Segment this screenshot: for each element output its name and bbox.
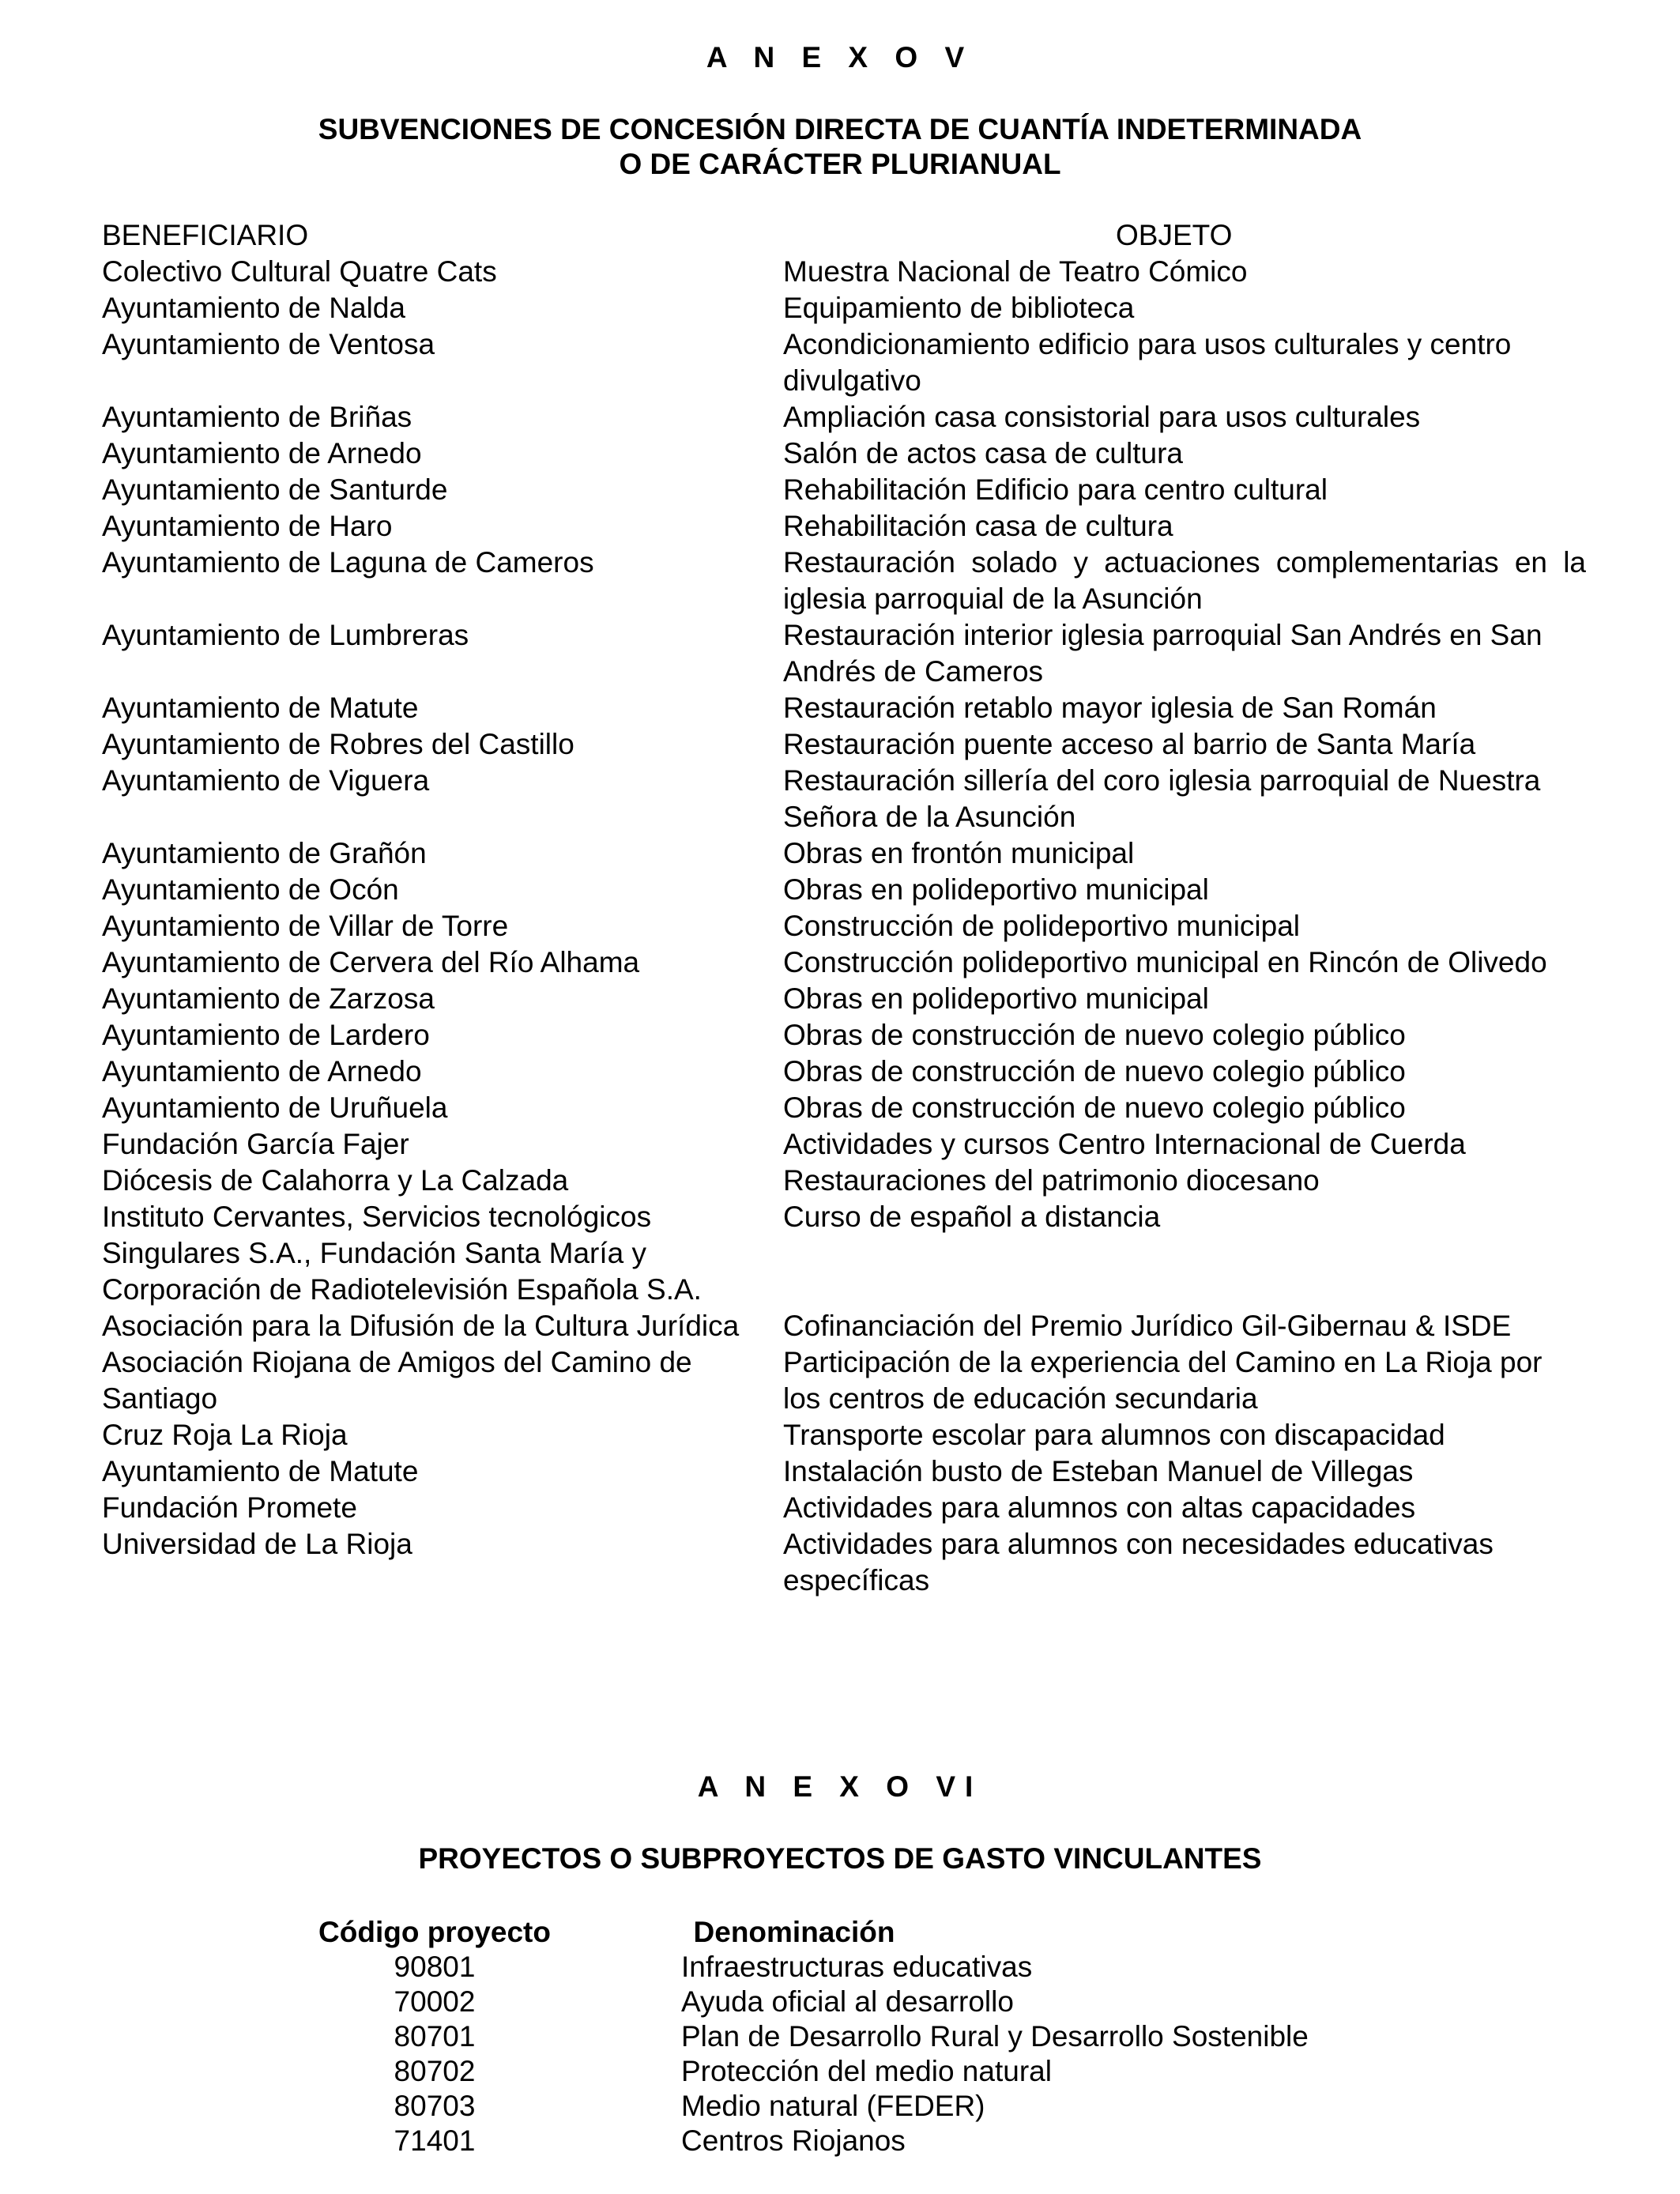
object-column-header: OBJETO (1116, 219, 1233, 251)
object-cell: Restauración solado y actuaciones complementarias en la iglesia parroquial de la Asunción (783, 546, 1586, 615)
table-row (292, 2089, 1478, 2124)
table-row (102, 981, 1588, 1017)
table-row (102, 872, 1588, 908)
beneficiary-cell: Cruz Roja La Rioja (102, 1419, 348, 1451)
beneficiary-cell: Asociación para la Difusión de la Cultura Jurídica (102, 1310, 740, 1342)
beneficiary-cell: Ayuntamiento de Matute (102, 1455, 419, 1487)
object-cell: Rehabilitación casa de cultura (783, 510, 1173, 542)
object-cell: Actividades y cursos Centro Internacional de Cuerda (783, 1128, 1466, 1160)
beneficiary-cell: Fundación García Fajer (102, 1128, 409, 1160)
object-cell: Ampliación casa consistorial para usos culturales (783, 401, 1421, 433)
table-row (102, 1054, 1588, 1090)
project-code-cell: 80701 (394, 2020, 476, 2053)
project-code-cell: 90801 (394, 1951, 476, 1983)
beneficiary-cell: Ayuntamiento de Viguera (102, 764, 430, 797)
object-cell: Restauraciones del patrimonio diocesano (783, 1164, 1320, 1197)
object-cell: Restauración puente acceso al barrio de Santa María (783, 728, 1476, 760)
beneficiary-cell: Ayuntamiento de Laguna de Cameros (102, 546, 594, 579)
beneficiary-cell: Fundación Promete (102, 1491, 357, 1524)
table-row (102, 1017, 1588, 1054)
annex-vi-subtitle: PROYECTOS O SUBPROYECTOS DE GASTO VINCULANTES (418, 1842, 1262, 1875)
object-cell: Transporte escolar para alumnos con discapacidad (783, 1419, 1445, 1451)
table-row (102, 1453, 1588, 1490)
table-row (292, 2054, 1478, 2089)
table-row (102, 254, 1588, 290)
projects-table-header (292, 1915, 1478, 1950)
annex-v-title: A N E X O V (706, 41, 974, 74)
object-cell: Obras en frontón municipal (783, 837, 1135, 869)
table-row (292, 2019, 1478, 2054)
object-cell: Obras de construcción de nuevo colegio público (783, 1055, 1406, 1088)
project-name-cell: Medio natural (FEDER) (681, 2090, 985, 2122)
table-row (102, 508, 1588, 545)
beneficiary-cell: Instituto Cervantes, Servicios tecnológicos Singulares S.A., Fundación Santa María y Corporación de Radiotelevisión Española S.A. (102, 1201, 702, 1306)
object-cell: Obras de construcción de nuevo colegio público (783, 1019, 1406, 1051)
beneficiary-cell: Ayuntamiento de Briñas (102, 401, 412, 433)
object-cell: Obras de construcción de nuevo colegio público (783, 1091, 1406, 1124)
object-cell: Actividades para alumnos con altas capacidades (783, 1491, 1416, 1524)
beneficiary-cell: Ayuntamiento de Villar de Torre (102, 910, 509, 942)
table-row (102, 545, 1588, 617)
project-name-cell: Centros Riojanos (681, 2124, 906, 2157)
object-cell: Restauración interior iglesia parroquial San Andrés en San Andrés de Cameros (783, 619, 1543, 688)
object-cell: Participación de la experiencia del Camino en La Rioja por los centros de educación secundaria (783, 1346, 1543, 1415)
projects-table (292, 1915, 1478, 2158)
table-row (102, 1417, 1588, 1453)
beneficiary-cell: Ayuntamiento de Lardero (102, 1019, 430, 1051)
table-row (102, 1163, 1588, 1199)
object-cell: Construcción de polideportivo municipal (783, 910, 1301, 942)
table-row (292, 1950, 1478, 1985)
project-code-cell: 80702 (394, 2055, 476, 2087)
beneficiary-cell: Ayuntamiento de Arnedo (102, 437, 422, 469)
project-name-cell: Ayuda oficial al desarrollo (681, 1985, 1014, 2018)
beneficiary-cell: Ayuntamiento de Santurde (102, 473, 448, 506)
object-cell: Acondicionamiento edificio para usos culturales y centro divulgativo (783, 328, 1512, 397)
table-row (102, 399, 1588, 435)
object-cell: Curso de español a distancia (783, 1201, 1161, 1233)
table-row (102, 944, 1588, 981)
annex-v-subtitle-line2: O DE CARÁCTER PLURIANUAL (619, 148, 1061, 180)
object-cell: Construcción polideportivo municipal en Rincón de Olivedo (783, 946, 1547, 978)
project-name-cell: Protección del medio natural (681, 2055, 1052, 2087)
code-column-header: Código proyecto (318, 1916, 551, 1948)
table-row (292, 2124, 1478, 2158)
table-row (102, 1526, 1588, 1599)
table-row (102, 1126, 1588, 1163)
object-cell: Obras en polideportivo municipal (783, 982, 1209, 1015)
beneficiary-cell: Ayuntamiento de Nalda (102, 292, 405, 324)
beneficiary-cell: Ayuntamiento de Haro (102, 510, 393, 542)
beneficiary-table (102, 254, 1588, 1599)
object-cell: Rehabilitación Edificio para centro cultural (783, 473, 1328, 506)
table-row (102, 1490, 1588, 1526)
object-cell: Instalación busto de Esteban Manuel de Villegas (783, 1455, 1414, 1487)
beneficiary-cell: Ayuntamiento de Zarzosa (102, 982, 435, 1015)
beneficiary-cell: Diócesis de Calahorra y La Calzada (102, 1164, 569, 1197)
object-cell: Restauración sillería del coro iglesia parroquial de Nuestra Señora de la Asunción (783, 764, 1541, 833)
beneficiary-cell: Ayuntamiento de Ventosa (102, 328, 435, 360)
table-row (292, 1985, 1478, 2019)
beneficiary-cell: Ayuntamiento de Ocón (102, 873, 399, 906)
table-row (102, 835, 1588, 872)
object-cell: Restauración retablo mayor iglesia de San Román (783, 692, 1437, 724)
table-row (102, 690, 1588, 726)
table-row (102, 726, 1588, 763)
annex-vi-title: A N E X O VI (697, 1770, 983, 1803)
annex-v-subtitle-line1: SUBVENCIONES DE CONCESIÓN DIRECTA DE CUANTÍA INDETERMINADA (318, 113, 1362, 145)
table-row (102, 1090, 1588, 1126)
beneficiary-column-header: BENEFICIARIO (102, 219, 309, 251)
object-cell: Equipamiento de biblioteca (783, 292, 1135, 324)
table-row (102, 472, 1588, 508)
object-cell: Salón de actos casa de cultura (783, 437, 1183, 469)
beneficiary-cell: Universidad de La Rioja (102, 1528, 412, 1560)
project-code-cell: 71401 (394, 2124, 476, 2157)
project-name-cell: Infraestructuras educativas (681, 1951, 1033, 1983)
name-column-header: Denominación (693, 1916, 895, 1948)
object-cell: Cofinanciación del Premio Jurídico Gil-Gibernau & ISDE (783, 1310, 1512, 1342)
beneficiary-cell: Ayuntamiento de Lumbreras (102, 619, 469, 651)
beneficiary-cell: Asociación Riojana de Amigos del Camino de Santiago (102, 1346, 692, 1415)
beneficiary-cell: Ayuntamiento de Arnedo (102, 1055, 422, 1088)
beneficiary-cell: Ayuntamiento de Grañón (102, 837, 427, 869)
table-row (102, 617, 1588, 690)
table-row (102, 290, 1588, 326)
beneficiary-cell: Ayuntamiento de Robres del Castillo (102, 728, 574, 760)
beneficiary-cell: Colectivo Cultural Quatre Cats (102, 255, 497, 288)
table-row (102, 435, 1588, 472)
beneficiary-cell: Ayuntamiento de Cervera del Río Alhama (102, 946, 640, 978)
project-code-cell: 70002 (394, 1985, 476, 2018)
object-cell: Obras en polideportivo municipal (783, 873, 1209, 906)
project-name-cell: Plan de Desarrollo Rural y Desarrollo Sostenible (681, 2020, 1309, 2053)
table-row (102, 763, 1588, 835)
table-row (102, 1344, 1588, 1417)
beneficiary-cell: Ayuntamiento de Matute (102, 692, 419, 724)
object-cell: Actividades para alumnos con necesidades educativas específicas (783, 1528, 1494, 1596)
object-cell: Muestra Nacional de Teatro Cómico (783, 255, 1248, 288)
table-row (102, 1199, 1588, 1308)
project-code-cell: 80703 (394, 2090, 476, 2122)
table-row (102, 326, 1588, 399)
beneficiary-cell: Ayuntamiento de Uruñuela (102, 1091, 448, 1124)
table-row (102, 908, 1588, 944)
table-row (102, 1308, 1588, 1344)
